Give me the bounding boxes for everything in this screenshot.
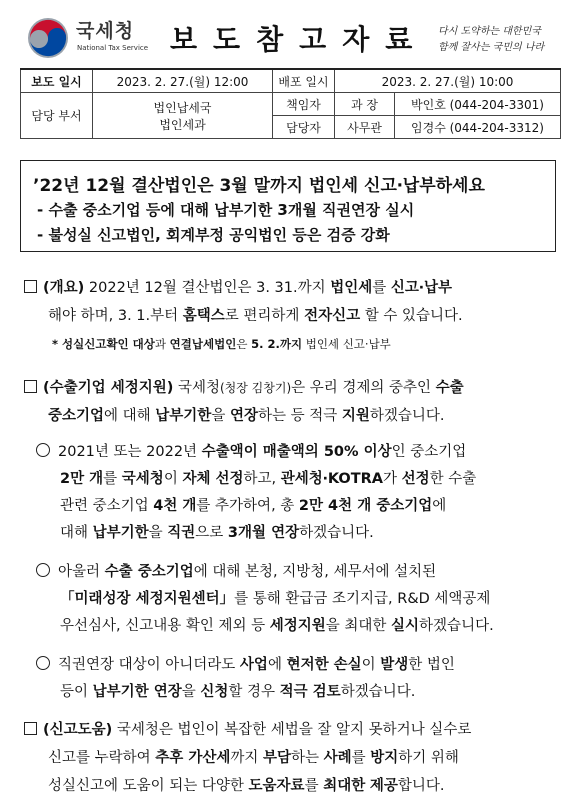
contact-title: 사무관	[335, 116, 395, 139]
dept-line-2: 법인세과	[159, 117, 206, 132]
paragraph-filing-help-line-1: (신고도움) 국세청은 법인이 복잡한 세법을 잘 알지 못하거나 실수로	[24, 718, 471, 739]
dept-line-1: 법인납세국	[153, 100, 212, 115]
sub-bullet-1-line-3: 관련 중소기업 4천 개를 추가하여, 총 2만 4천 개 중소기업에	[60, 498, 447, 514]
paragraph-filing-help-line-3: 성실신고에 도움이 되는 다양한 도움자료를 최대한 제공합니다.	[48, 778, 445, 794]
table-row	[21, 69, 561, 93]
circle-bullet-icon	[36, 443, 50, 457]
contact-name: 임경수 (044-204-3312)	[395, 116, 561, 139]
circle-bullet-icon	[36, 563, 50, 577]
contact-label: 담당자	[273, 116, 335, 139]
subheadline-2: - 불성실 신고법인, 회계부정 공익법인 등은 검증 강화	[37, 226, 390, 244]
dept-label: 담당 부서	[21, 93, 93, 139]
overview-footnote: * 성실신고확인 대상과 연결납세법인은 5. 2.까지 법인세 신고‧납부	[52, 337, 391, 351]
dept-value	[93, 93, 273, 139]
table-row	[21, 93, 561, 116]
sub-bullet-1-line-2: 2만 개를 국세청이 자체 선정하고, 관세청‧KOTRA가 선정한 수출	[60, 471, 477, 487]
press-header	[20, 10, 560, 66]
square-bullet-icon	[24, 380, 37, 393]
circle-bullet-icon	[36, 656, 50, 670]
release-date-value: 2023. 2. 27.(월) 10:00	[335, 69, 561, 93]
nts-taegeuk-logo-icon	[26, 16, 70, 60]
sub-bullet-2-line-2: 「미래성장 세정지원센터」를 통해 환급금 조기지급, R&D 세액공제	[60, 591, 491, 607]
sub-bullet-3-line-1: 직권연장 대상이 아니더라도 사업에 현저한 손실이 발생한 법인	[36, 653, 455, 674]
agency-name-english: National Tax Service	[77, 44, 149, 52]
report-date-value: 2023. 2. 27.(월) 12:00	[93, 69, 273, 93]
slogan-line-1: 다시 도약하는 대한민국	[438, 26, 541, 37]
paragraph-export-line-1: (수출기업 세정지원) 국세청(청장 김창기)은 우리 경제의 중추인 수출	[24, 376, 464, 397]
slogan-line-2: 함께 잘사는 국민의 나라	[438, 42, 545, 53]
sub-bullet-1-line-4: 대해 납부기한을 직권으로 3개월 연장하겠습니다.	[60, 525, 374, 541]
sub-bullet-3-line-2: 등이 납부기한 연장을 신청할 경우 적극 검토하겠습니다.	[60, 684, 416, 700]
press-info-table	[20, 68, 561, 139]
release-date-label: 배포 일시	[273, 69, 335, 93]
subheadline-1: - 수출 중소기업 등에 대해 납부기한 3개월 직권연장 실시	[37, 201, 415, 219]
paragraph-filing-help-line-2: 신고를 누락하여 추후 가산세까지 부담하는 사례를 방지하기 위해	[48, 750, 459, 766]
paragraph-export-line-2: 중소기업에 대해 납부기한을 연장하는 등 적극 지원하겠습니다.	[48, 408, 445, 424]
sub-bullet-1-line-1: 2021년 또는 2022년 수출액이 매출액의 50% 이상인 중소기업	[36, 440, 466, 461]
square-bullet-icon	[24, 280, 37, 293]
square-bullet-icon	[24, 722, 37, 735]
manager-label: 책임자	[273, 93, 335, 116]
paragraph-overview-line-1: (개요) 2022년 12월 결산법인은 3. 31.까지 법인세를 신고‧납부	[24, 276, 452, 297]
agency-name: 국세청	[76, 20, 135, 42]
headline: ’22년 12월 결산법인은 3월 말까지 법인세 신고‧납부하세요	[33, 176, 485, 196]
document-type-title: 보도참고자료	[170, 23, 429, 56]
manager-name: 박인호 (044-204-3301)	[395, 93, 561, 116]
sub-bullet-2-line-3: 우선심사, 신고내용 확인 제외 등 세정지원을 최대한 실시하겠습니다.	[60, 618, 494, 634]
manager-title: 과 장	[335, 93, 395, 116]
report-date-label: 보도 일시	[21, 69, 93, 93]
sub-bullet-2-line-1: 아울러 수출 중소기업에 대해 본청, 지방청, 세무서에 설치된	[36, 560, 436, 581]
paragraph-overview-line-2: 해야 하며, 3. 1.부터 홈택스로 편리하게 전자신고 할 수 있습니다.	[48, 308, 463, 324]
headline-box	[20, 160, 556, 252]
